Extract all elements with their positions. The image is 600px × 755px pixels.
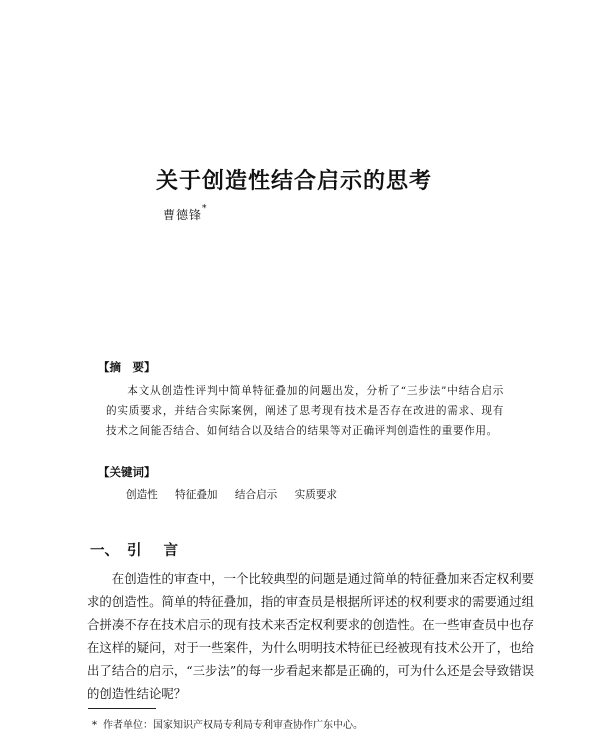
section-title-part: 引 (127, 543, 142, 559)
section-number: 一、 (90, 543, 119, 559)
keyword-item: 特征叠加 (175, 489, 218, 501)
section-heading (90, 539, 178, 560)
keywords-label: 【关键词】 (98, 465, 156, 479)
keyword-item: 实质要求 (294, 489, 338, 501)
abstract-label: 【摘 要】 (98, 360, 156, 374)
footnote-text: 作者单位：国家知识产权局专利局专利审查协作广东中心。 (103, 720, 363, 731)
abstract-text: 本文从创造性评判中简单特征叠加的问题出发，分析了“三步法”中结合启示的实质要求，并结合实际案例，阐述了思考现有技术是否存在改进的需求、现有技术之间能否结合、如何结合以及结合的结果等对正确评判创造性的重要作用。 (106, 385, 504, 437)
section-title-part: 言 (163, 543, 178, 559)
body-paragraph: 在创造性的审查中，一个比较典型的问题是通过简单的特征叠加来否定权利要求的创造性。简单的特征叠加，指的审查员是根据所评述的权利要求的需要通过组合拼凑不存在技术启示的现有技术来否定权利要求的创造性。在一些审查员中也存在这样的疑问，对于一些案件，为什么明明技术特征已经被现有技术公开了，也给出了结合的启示，“三步法”的每一步看起来都是正确的，可为什么还是会导致错误的创造性结论呢？ (87, 571, 534, 701)
footnote-mark: * (92, 720, 97, 731)
author-footnote-mark: * (202, 204, 208, 214)
article-title: 关于创造性结合启示的思考 (156, 169, 433, 194)
author-name-text: 曹德锋 (163, 208, 203, 222)
keyword-item: 创造性 (126, 489, 158, 501)
keywords-list (126, 487, 351, 502)
footnote (92, 716, 363, 731)
keyword-item: 结合启示 (234, 489, 278, 501)
footnote-divider (88, 708, 156, 709)
author-name (163, 206, 208, 223)
